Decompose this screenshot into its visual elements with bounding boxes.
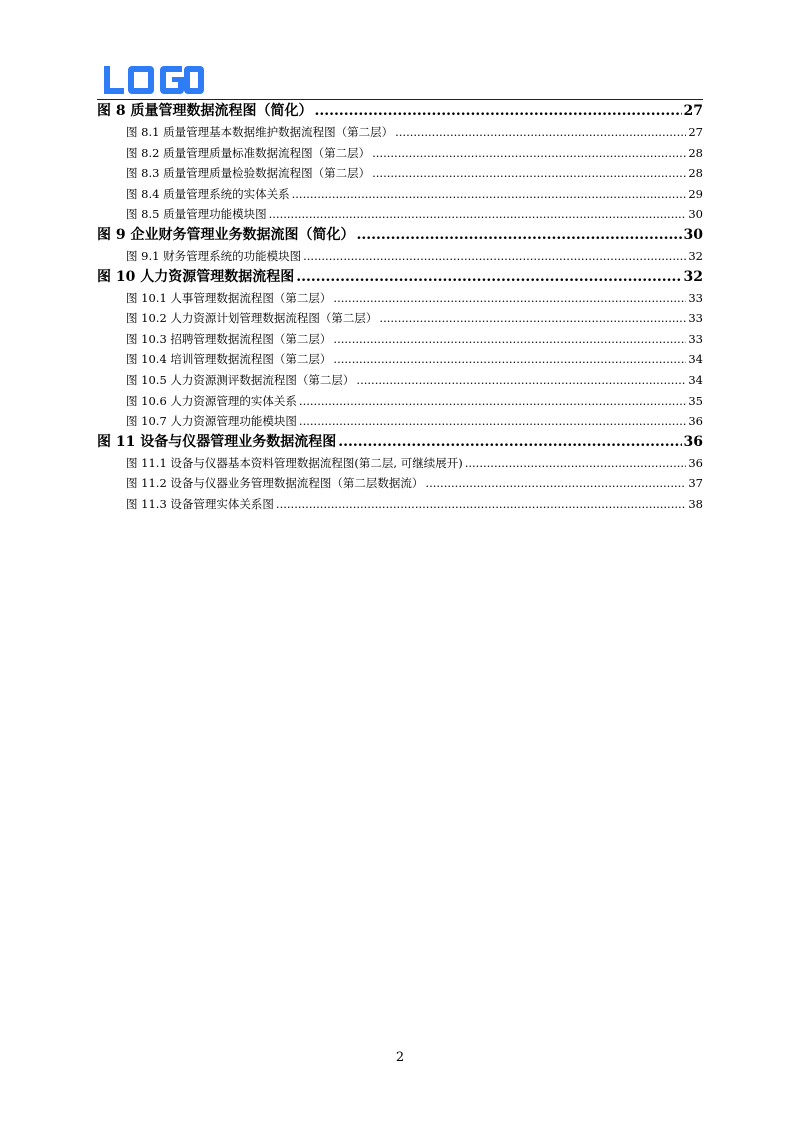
toc-entry-figure[interactable] (97, 473, 703, 494)
toc-dot-leader (379, 308, 686, 328)
toc-entry-figure[interactable] (97, 329, 703, 350)
logo (104, 64, 204, 96)
toc-entry-label: 图 8.2 质量管理质量标准数据流程图（第二层） (126, 145, 371, 160)
toc-entry-page: 36 (688, 455, 703, 470)
toc-entry-label: 图 10.5 人力资源测评数据流程图（第二层） (126, 372, 355, 387)
toc-entry-page: 36 (688, 414, 703, 429)
toc-entry-figure[interactable] (97, 184, 703, 205)
toc-entry-label: 图 11.1 设备与仪器基本资料管理数据流程图(第二层, 可继续展开) (126, 455, 463, 470)
toc-entry-page: 27 (683, 103, 703, 119)
toc-entry-label: 图 10.2 人力资源计划管理数据流程图（第二层） (126, 311, 378, 326)
toc-entry-page: 33 (688, 311, 703, 326)
toc-entry-page: 30 (683, 226, 703, 243)
toc-entry-figure[interactable] (97, 391, 703, 412)
toc-entry-figure[interactable] (97, 453, 703, 474)
toc-entry-label: 图 11.2 设备与仪器业务管理数据流程图（第二层数据流） (126, 476, 424, 491)
toc-entry-figure[interactable] (97, 204, 703, 225)
toc-entry-label: 图 10.4 培训管理数据流程图（第二层） (126, 352, 332, 367)
toc-entry-page: 33 (688, 290, 703, 305)
toc-entry-page: 34 (688, 352, 703, 367)
toc-entry-figure[interactable] (97, 246, 703, 267)
toc-dot-leader (276, 494, 686, 514)
toc-dot-leader (303, 246, 686, 266)
toc-entry-page: 35 (688, 393, 703, 408)
toc-entry-label: 图 8.1 质量管理基本数据维护数据流程图（第二层） (126, 125, 394, 139)
toc-dot-leader (269, 204, 687, 224)
toc-entry-label: 图 8.3 质量管理质量检验数据流程图（第二层） (126, 166, 371, 181)
toc-entry-label: 图 8.5 质量管理功能模块图 (126, 207, 267, 222)
toc-dot-leader (465, 453, 687, 473)
toc-entry-chapter[interactable] (97, 225, 703, 246)
toc-entry-label: 图 11 设备与仪器管理业务数据流程图 (97, 433, 337, 450)
toc-entry-chapter[interactable] (97, 432, 703, 453)
toc-entry-figure[interactable] (97, 411, 703, 432)
toc-entry-page: 27 (688, 125, 703, 139)
toc-entry-label: 图 11.3 设备管理实体关系图 (126, 496, 274, 511)
toc-dot-leader (372, 163, 686, 183)
toc-entry-label: 图 10.6 人力资源管理的实体关系 (126, 393, 297, 408)
toc-dot-leader (425, 473, 686, 493)
toc-entry-label: 图 10.1 人事管理数据流程图（第二层） (126, 290, 332, 305)
toc-entry-page: 28 (688, 166, 703, 181)
toc-entry-label: 图 8 质量管理数据流程图（简化） (97, 103, 313, 119)
toc-entry-figure[interactable] (97, 143, 703, 164)
toc-dot-leader (333, 329, 686, 349)
toc-dot-leader (357, 225, 682, 245)
toc-entry-label: 图 10 人力资源管理数据流程图 (97, 268, 295, 285)
toc-entry-figure[interactable] (97, 308, 703, 329)
toc-entry-label: 图 10.3 招聘管理数据流程图（第二层） (126, 331, 332, 346)
page-number: 2 (395, 1050, 405, 1065)
toc-entry-label: 图 9.1 财务管理系统的功能模块图 (126, 248, 302, 263)
toc-dot-leader (333, 288, 686, 308)
toc-entry-figure[interactable] (97, 349, 703, 370)
toc-entry-page: 33 (688, 331, 703, 346)
toc-dot-leader (315, 101, 682, 121)
toc-dot-leader (395, 122, 686, 142)
toc-entry-chapter[interactable] (97, 267, 703, 288)
toc-entry-figure[interactable] (97, 288, 703, 309)
toc-entry-label: 图 9 企业财务管理业务数据流图（简化） (97, 226, 355, 243)
toc-dot-leader (338, 432, 681, 452)
toc-entry-page: 34 (688, 372, 703, 387)
toc-entry-page: 29 (688, 186, 703, 201)
toc-entry-page: 30 (688, 207, 703, 222)
toc-entry-page: 32 (683, 268, 703, 285)
toc-dot-leader (333, 349, 686, 369)
toc-dot-leader (299, 391, 686, 411)
toc-dot-leader (299, 411, 686, 431)
toc-dot-leader (356, 370, 686, 390)
toc-dot-leader (372, 143, 686, 163)
toc-entry-page: 32 (688, 248, 703, 263)
toc-entry-page: 36 (683, 433, 703, 450)
toc-entry-label: 图 8.4 质量管理系统的实体关系 (126, 186, 290, 201)
header-rule (97, 99, 703, 100)
toc-entry-figure[interactable] (97, 370, 703, 391)
toc-dot-leader (292, 184, 687, 204)
toc-entry-page: 28 (688, 145, 703, 160)
toc-entry-figure[interactable] (97, 494, 703, 515)
toc-entry-page: 37 (688, 476, 703, 491)
toc-entry-chapter[interactable] (97, 101, 703, 122)
toc-entry-label: 图 10.7 人力资源管理功能模块图 (126, 414, 297, 429)
toc-entry-figure[interactable] (97, 163, 703, 184)
toc-entry-figure[interactable] (97, 122, 703, 143)
toc-dot-leader (296, 267, 681, 287)
table-of-figures (97, 101, 703, 515)
toc-entry-page: 38 (688, 496, 703, 511)
